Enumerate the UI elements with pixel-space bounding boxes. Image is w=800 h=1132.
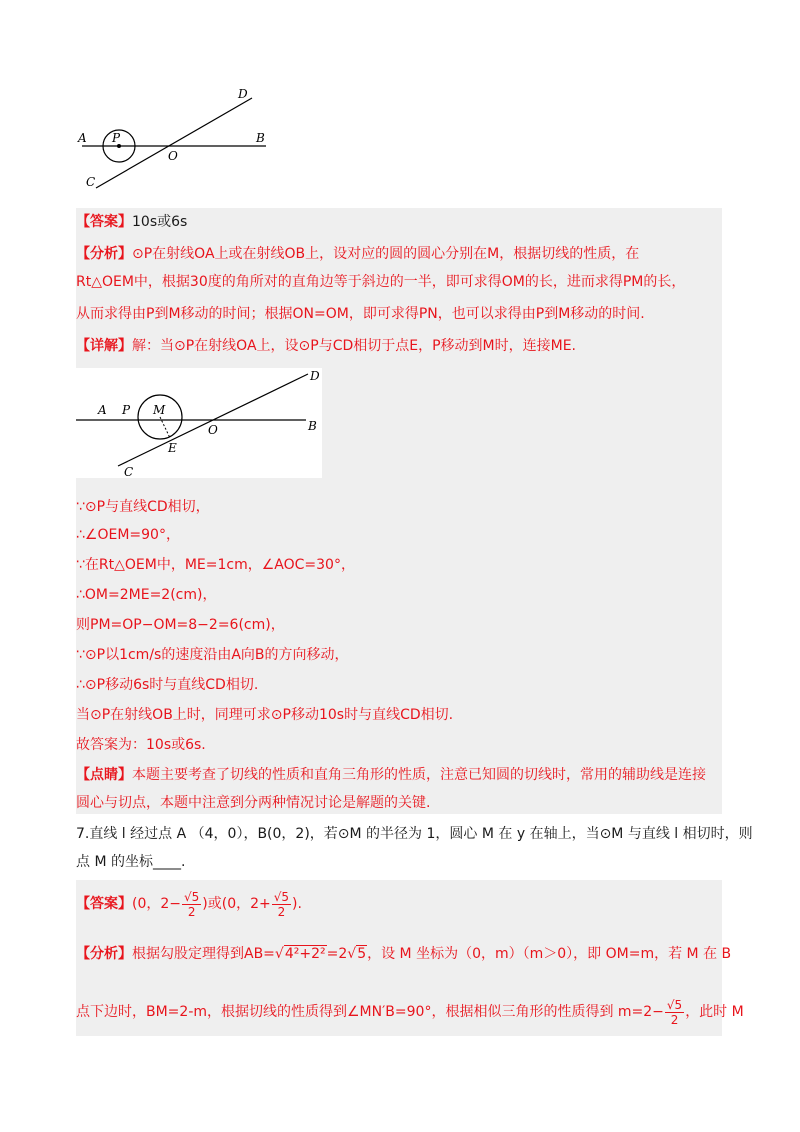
q6-step-9: 故答案为：10s或6s. bbox=[76, 737, 206, 753]
q6-step-4: ∴OM=2ME=2(cm)， bbox=[76, 587, 217, 603]
q6-step-2: ∴∠OEM=90°， bbox=[76, 527, 180, 543]
q7-analysis-line-1: 【分析】根据勾股定理得到AB=√4²+2²=2√5，设 M 坐标为（0，m）（m＞0），即 OM=m，若 M 在 B bbox=[76, 946, 732, 962]
q7-question-line-1: 7.直线 l 经过点 A （4，0），B(0，2)，若⊙M 的半径为 1，圆心 M 在 y 在轴上，当⊙M 与直线 l 相切时，则 bbox=[76, 826, 753, 842]
q6-step-7: ∴⊙P移动6s时与直线CD相切. bbox=[76, 677, 259, 693]
q6-detail-intro: 【详解】解：当⊙P在射线OA上，设⊙P与CD相切于点E，P移动到M时，连接ME. bbox=[76, 338, 576, 354]
figure-2-diagram bbox=[76, 368, 322, 478]
label-b: B bbox=[308, 419, 317, 433]
label-a: A bbox=[98, 403, 107, 417]
q7-analysis-line-2: 点下边时，BM=2-m，根据切线的性质得到∠MN′B=90°，根据相似三角形的性质得到 m=2− $\frac{√5}{2}$ ，此时 M bbox=[76, 997, 744, 1027]
q6-analysis-line-3: 从而求得由P到M移动的时间；根据ON=OM，即可求得PN，也可以求得由P到M移动的时间. bbox=[76, 306, 645, 322]
q6-analysis-line-1: 【分析】⊙P在射线OA上或在射线OB上，设对应的圆的圆心分别在M，根据切线的性质，在 bbox=[76, 246, 640, 262]
label-p: P bbox=[122, 403, 131, 417]
label-c: C bbox=[124, 465, 134, 479]
q7-answer: 【答案】(0，2− $\frac{√5}{2}$ )或(0，2+ $\frac{√5}{2}$ ). bbox=[76, 889, 302, 919]
label-d: D bbox=[238, 87, 248, 101]
label-m: M bbox=[153, 403, 166, 417]
q6-step-6: ∵⊙P以1cm/s的速度沿由A向B的方向移动， bbox=[76, 647, 349, 663]
q6-analysis-line-2: Rt△OEM中，根据30度的角所对的直角边等于斜边的一半，即可求得OM的长，进而求得PM的长， bbox=[76, 274, 686, 290]
label-d: D bbox=[310, 369, 320, 383]
label-b: B bbox=[256, 131, 265, 145]
q6-step-8: 当⊙P在射线OB上时，同理可求⊙P移动10s时与直线CD相切. bbox=[76, 707, 454, 723]
label-a: A bbox=[78, 131, 87, 145]
figure-1-diagram bbox=[76, 80, 276, 195]
q6-step-5: 则PM=OP−OM=8−2=6(cm)， bbox=[76, 617, 285, 633]
q6-comment-line-1: 【点睛】本题主要考查了切线的性质和直角三角形的性质，注意已知圆的切线时，常用的辅助线是连接 bbox=[76, 767, 706, 783]
q6-step-1: ∵⊙P与直线CD相切， bbox=[76, 499, 210, 515]
q6-step-3: ∵在Rt△OEM中，ME=1cm，∠AOC=30°， bbox=[76, 557, 355, 573]
label-e: E bbox=[168, 441, 177, 455]
label-c: C bbox=[86, 175, 96, 189]
q6-comment-line-2: 圆心与切点，本题中注意到分两种情况讨论是解题的关键. bbox=[76, 795, 431, 811]
label-o: O bbox=[208, 423, 218, 437]
q6-answer: 【答案】10s或6s bbox=[76, 214, 188, 230]
label-o: O bbox=[168, 149, 178, 163]
label-p: P bbox=[112, 131, 121, 145]
q7-question-line-2: 点 M 的坐标____. bbox=[76, 854, 186, 870]
